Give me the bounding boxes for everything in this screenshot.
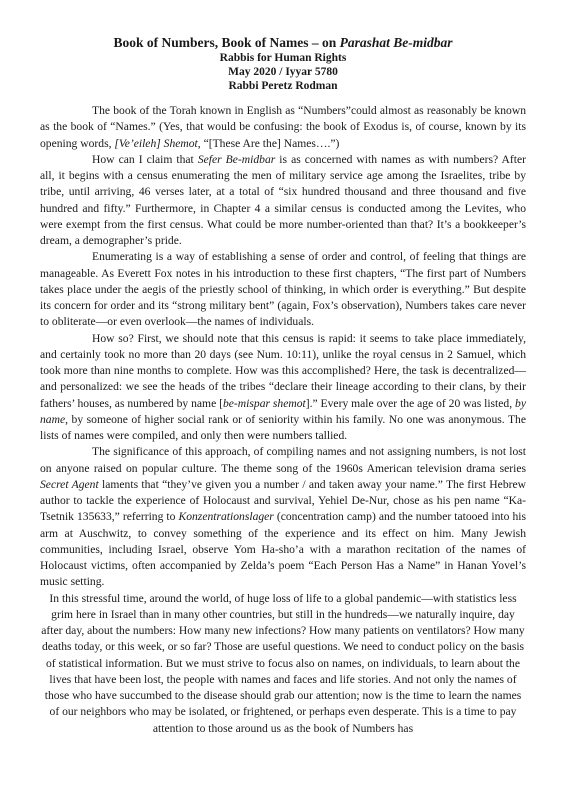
italic-phrase: Sefer Be-midbar [197,152,276,166]
paragraph-text: , “[These Are the] Names….”) [197,136,340,150]
paragraph-text: , by someone of higher social rank or of seniority within his family. No one was anonymous. The lists of names were compiled, and only then were numbers tallied. [40,412,526,442]
paragraph-text: In this stressful time, around the world, of huge loss of life to a global pandemic—with statistics less grim here in Israel than in many other countries, but still in the hundreds—we naturally inquire, day after day, about the numbers: How many new infections? How many patients on ventilators? How many deaths today, or this week, or so far? Those are useful questions. We need to conduct policy on the basis of statistical information. But we must strive to focus also on names, on individuals, to learn about the lives that have been lost, the people with names and faces and life stories. And not only the names of those who have succumbed to the disease should grab our attention; now is the time to learn the names of our neighbors who may be isolated, or frightened, or perhaps even desperate. This is a time to pay attention to those around us as the book of Numbers has [41,591,525,735]
paragraph-text: The book of the Torah known in English as “Numbers”could almost as reasonably be known as the book of “Names.” (Yes, that would be confusing: the book of Exodus is, of course, known by its opening words, [40,104,526,150]
italic-phrase: [Ve’eileh] Shemot [114,136,198,150]
paragraph-text: The significance of this approach, of compiling names and not assigning numbers, is not lost on anyone raised on popular culture. The theme song of the 1960s American television drama series [40,445,526,475]
italic-phrase: be-mispar shemot [222,396,306,410]
document-date: May 2020 / Iyyar 5780 [228,66,338,78]
body-paragraph [40,591,526,737]
document-header [0,34,566,93]
paragraph-text: Enumerating is a way of establishing a sense of order and control, of feeling that things are manageable. As Everett Fox notes in his introduction to these first chapters, “The first part of Numbers takes place under the aegis of the priestly school of thinking, in which order is everything.” But despite its concern for order and its “strong military bent” (again, Fox’s observation), Numbers takes care never to obliterate—or even overlook—the names of individuals. [40,250,526,329]
body-paragraph [40,249,526,330]
body-paragraph [40,152,526,250]
body-paragraph [40,444,526,590]
paragraph-text: is as concerned with names as with numbers? After all, it begins with a census enumerating the men of military service age among the Israelites, tribe by tribe, until arriving, 46 verses later, at a total of “six hundred thousand and three thousand and five hundred and fifty.” Furthermore, in Chapter 4 a similar census is conducted among the Levites, who were exempt from the first census. What could be more number-oriented than that? It’s a bookkeeper’s dream, a demographer’s pride. [40,152,526,247]
italic-phrase: Konzentrationslager [178,510,274,524]
document-body [40,103,526,737]
author-name: Rabbi Peretz Rodman [228,80,338,92]
italic-phrase: Secret Agent [40,477,99,491]
document-title [0,34,566,51]
paragraph-text: How can I claim that [92,152,198,166]
italic-phrase: by name [40,396,526,426]
paragraph-text: (concentration camp) and the number tatooed into his arm at Auschwitz, to convey something of the experience and its effect on him. Many Jewish communities, including Israel, observe Yom Ha-sho’a with a marathon recitation of the names of Holocaust victims, often accompanied by Zelda’s poem “Each Person Has a Name” in Hanan Yovel’s music setting. [40,510,526,589]
organization-name: Rabbis for Human Rights [219,52,347,64]
paragraph-text: laments that “they’ve given you a number / and taken away your name.” The first Hebrew author to tackle the experience of Holocaust and survival, Yehiel De-Nur, chose as his pen name “Ka-Tsetnik 135633,” referring to [40,477,526,524]
paragraph-text: ].” Every male over the age of 20 was listed, [305,396,516,410]
title-main-text: Book of Numbers, Book of Names – on [113,35,340,50]
paragraph-text: How so? First, we should note that this census is rapid: it seems to take place immediately, and certainly took no more than 20 days (see Num. 10:11), unlike the royal census in 2 Samuel, which took more than nine months to complete. How was this accomplished? Here, the task is decentralized—and personalized: we see the heads of the tribes “declare their lineage according to their clans, by their fathers’ houses, as numbered by name [ [40,331,526,410]
body-paragraph [40,331,526,445]
body-paragraph [40,103,526,152]
title-parasha-name: Parashat Be-midbar [339,35,453,50]
